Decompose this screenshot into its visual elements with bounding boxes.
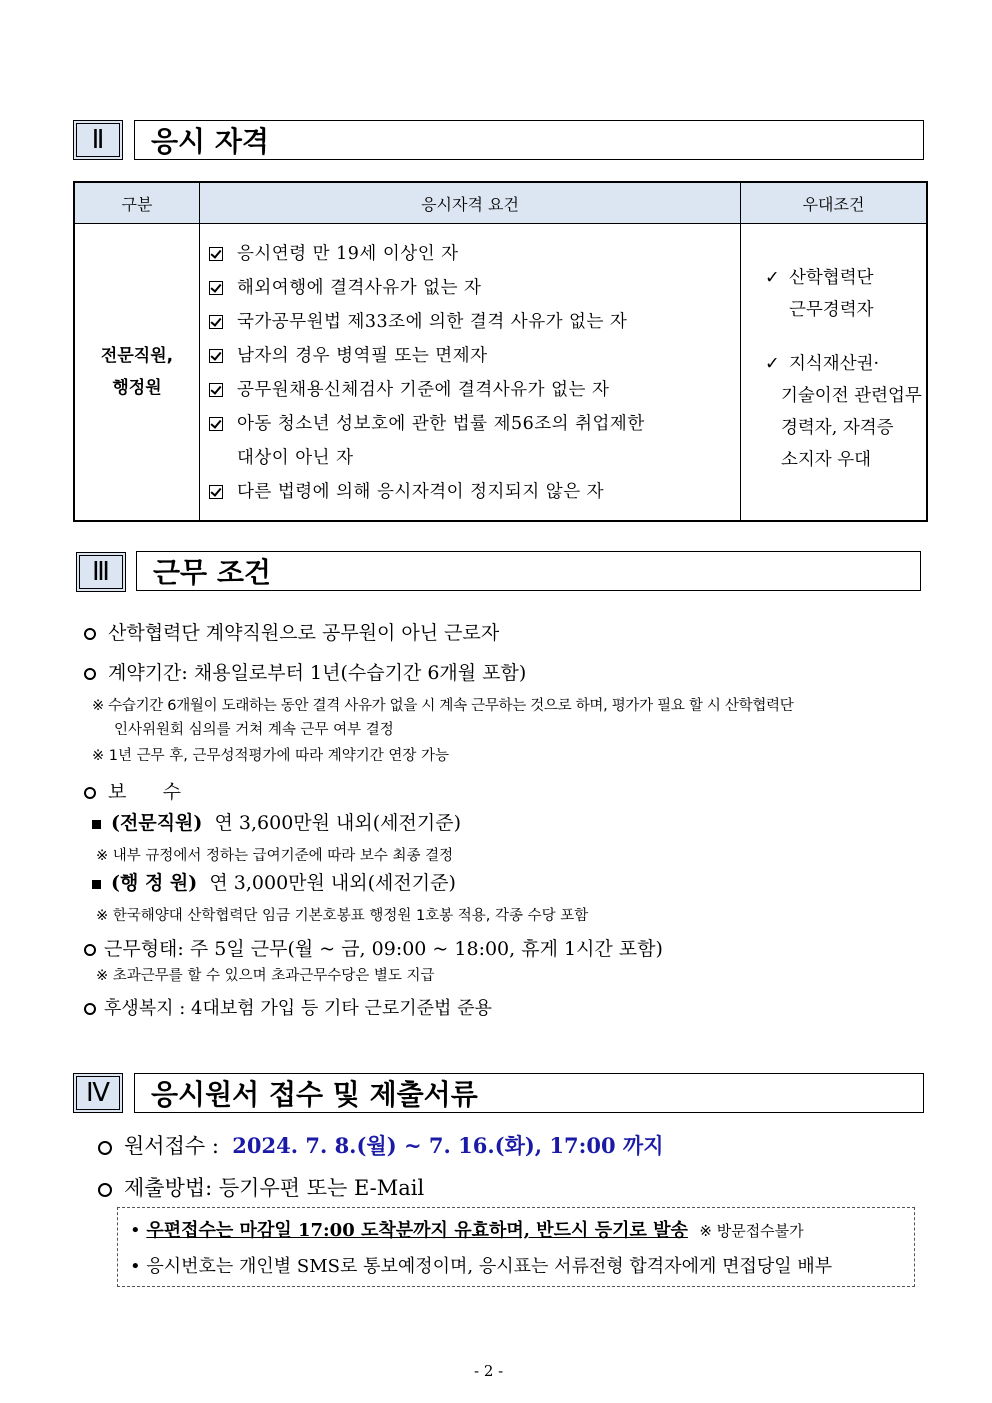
preference-text: 기술이전 관련업무 xyxy=(781,386,922,406)
note-line: ※ 1년 근무 후, 근무성적평가에 따라 계약기간 연장 가능 xyxy=(92,748,450,764)
list-item xyxy=(209,237,733,271)
preference-text: 산학협력단 xyxy=(789,268,874,288)
notice-tail: ※ 방문접수불가 xyxy=(699,1222,804,1240)
checkbox-icon xyxy=(209,349,223,363)
section-title-3: 근무 조건 xyxy=(136,551,921,591)
section-number-text: Ⅳ xyxy=(86,1078,110,1107)
list-item xyxy=(209,475,733,509)
work-text: 근무형태: 주 5일 근무(월 ~ 금, 09:00 ~ 18:00, 휴게 1시간 포함) xyxy=(104,938,663,960)
work-type xyxy=(84,934,663,961)
welfare-line xyxy=(84,994,492,1020)
square-bullet-icon xyxy=(92,820,101,829)
page-number: - 2 - xyxy=(474,1362,504,1380)
checkbox-icon xyxy=(209,315,223,329)
table-header-row xyxy=(74,182,927,224)
requirement-text: 대상이 아닌 자 xyxy=(237,448,354,468)
preference-cell xyxy=(741,224,928,522)
requirement-text: 다른 법령에 의해 응시자격이 정지되지 않은 자 xyxy=(237,482,605,502)
col-header-preference: 우대조건 xyxy=(741,182,928,224)
method-line xyxy=(98,1172,424,1202)
requirement-text: 국가공무원법 제33조에 의한 결격 사유가 없는 자 xyxy=(237,312,628,332)
pay-item-2 xyxy=(92,868,456,895)
circle-bullet-icon xyxy=(84,1003,96,1015)
table-row xyxy=(74,224,927,522)
section-number-frame xyxy=(79,555,123,589)
preference-text: 근무경력자 xyxy=(789,300,874,320)
section-title-2: 응시 자격 xyxy=(134,120,924,160)
notice-line-2: • 응시번호는 개인별 SMS로 통보예정이며, 응시표는 서류전형 합격자에게 면접당일 배부 xyxy=(130,1256,833,1277)
circle-bullet-icon xyxy=(98,1141,112,1155)
section-number-2 xyxy=(73,120,123,160)
requirement-text: 해외여행에 결격사유가 없는 자 xyxy=(237,278,482,298)
note-line: ※ 내부 규정에서 정하는 급여기준에 따라 보수 최종 결정 xyxy=(96,848,454,864)
notice-line-1: • 우편접수는 마감일 17:00 도착분까지 유효하며, 반드시 등기로 발송 ※ 방문접수불가 xyxy=(130,1220,804,1241)
circle-bullet-icon xyxy=(84,628,96,640)
square-bullet-icon xyxy=(92,880,101,889)
requirement-text: 남자의 경우 병역필 또는 면제자 xyxy=(237,346,488,366)
section-number-4 xyxy=(73,1073,123,1113)
preference-item-1 xyxy=(765,262,922,326)
qualification-table xyxy=(73,181,928,522)
category-cell xyxy=(74,224,200,522)
requirement-text: 응시연령 만 19세 이상인 자 xyxy=(237,244,459,264)
preference-text: 경력자, 자격증 xyxy=(781,418,894,438)
col-header-category: 구분 xyxy=(74,182,200,224)
work-text: 산학협력단 계약직원으로 공무원이 아닌 근로자 xyxy=(108,622,500,644)
pay-value: 연 3,000만원 내외(세전기준) xyxy=(209,872,456,894)
receipt-period: 2024. 7. 8.(월) ~ 7. 16.(화), 17:00 까지 xyxy=(232,1133,664,1158)
requirements-cell xyxy=(200,224,741,522)
work-line-1 xyxy=(84,618,499,645)
pay-item-1 xyxy=(92,808,461,835)
section-number-3 xyxy=(76,552,126,592)
preference-item-2 xyxy=(765,348,922,476)
circle-bullet-icon xyxy=(84,787,96,799)
notice-text: 응시번호는 개인별 SMS로 통보예정이며, 응시표는 서류전형 합격자에게 면접당일 배부 xyxy=(146,1256,833,1277)
list-item-continued xyxy=(209,441,733,475)
note-line: ※ 한국해양대 산학협력단 임금 기본호봉표 행정원 1호봉 적용, 각종 수당 포함 xyxy=(96,908,589,924)
pay-value: 연 3,600만원 내외(세전기준) xyxy=(214,812,461,834)
checkbox-icon xyxy=(209,281,223,295)
circle-bullet-icon xyxy=(84,668,96,680)
circle-bullet-icon xyxy=(84,944,96,956)
list-item xyxy=(209,271,733,305)
checkbox-icon xyxy=(209,485,223,499)
list-item xyxy=(209,373,733,407)
preference-text: 지식재산권· xyxy=(789,354,880,374)
list-item xyxy=(209,305,733,339)
receipt-line xyxy=(98,1130,664,1160)
category-line-2: 행정원 xyxy=(112,378,162,398)
note-line: ※ 초과근무를 할 수 있으며 초과근무수당은 별도 지급 xyxy=(96,968,435,984)
notice-emphasis: 우편접수는 마감일 17:00 도착분까지 유효하며, 반드시 등기로 발송 xyxy=(146,1220,688,1241)
section-number-text: Ⅲ xyxy=(92,557,110,586)
list-item xyxy=(209,407,733,441)
section-title-4: 응시원서 접수 및 제출서류 xyxy=(134,1073,924,1113)
note-line: ※ 수습기간 6개월이 도래하는 동안 결격 사유가 없을 시 계속 근무하는 것으로 하며, 평가가 필요 할 시 산학협력단 xyxy=(92,698,794,714)
check-icon: ✓ xyxy=(765,268,780,288)
circle-bullet-icon xyxy=(98,1183,112,1197)
requirement-text: 공무원채용신체검사 기준에 결격사유가 없는 자 xyxy=(237,380,610,400)
work-text: 계약기간: 채용일로부터 1년(수습기간 6개월 포함) xyxy=(108,662,527,684)
method-text: 제출방법: 등기우편 또는 E-Mail xyxy=(124,1176,425,1200)
receipt-label: 원서접수 : xyxy=(124,1134,219,1158)
pay-label: (전문직원) xyxy=(111,812,203,834)
section-number-text: Ⅱ xyxy=(91,125,105,154)
category-line-1: 전문직원, xyxy=(100,346,174,366)
checkbox-icon xyxy=(209,383,223,397)
preference-text: 소지자 우대 xyxy=(781,450,872,470)
section-number-frame xyxy=(76,123,120,157)
work-text: 후생복지 : 4대보험 가입 등 기타 근로기준법 준용 xyxy=(104,998,492,1019)
notice-box xyxy=(117,1207,915,1287)
section-number-frame xyxy=(76,1076,120,1110)
list-item xyxy=(209,339,733,373)
pay-heading-text: 보 수 xyxy=(108,781,181,803)
requirements-list xyxy=(201,225,739,519)
requirement-text: 아동 청소년 성보호에 관한 법률 제56조의 취업제한 xyxy=(237,414,645,434)
work-line-2 xyxy=(84,658,526,685)
pay-label: (행 정 원) xyxy=(111,872,198,894)
pay-heading xyxy=(84,777,181,804)
checkbox-icon xyxy=(209,247,223,261)
check-icon: ✓ xyxy=(765,354,780,374)
col-header-requirements: 응시자격 요건 xyxy=(200,182,741,224)
note-line: 인사위원회 심의를 거쳐 계속 근무 여부 결정 xyxy=(114,722,394,738)
checkbox-icon xyxy=(209,417,223,431)
